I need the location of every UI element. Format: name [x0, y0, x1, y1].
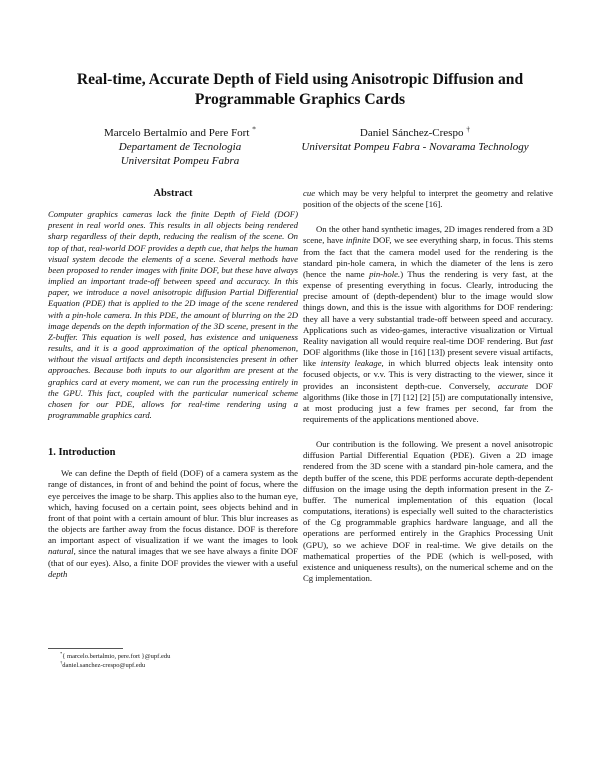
footnotes — [48, 648, 298, 670]
abstract-section — [48, 188, 298, 421]
intro-paragraph-3: Our contribution is the following. We present a novel anisotropic diffusion Partial Differential Equation (PDE). Given a 2D image rendered from the 3D scene with a standard pin-hole camera, and the depth buffer of the scene, this PDE performs accurate depth-dependent diffusion on the image using the depth information present in the Z-buffer. The numerical implementation of this equation (local computations, iterations) is especially well suited to the characteristics of the Cg programmable graphics hardware language, and all the operations are performed entirely in the Graphics Processing Unit (GPU), so we achieve DOF in real-time. We give details on the mathematical properties of the PDE (which is well-posed, with existence and uniqueness results), on the numerical scheme and on the Cg implementation. — [303, 439, 553, 583]
abstract-heading: Abstract — [153, 188, 193, 199]
affiliation-dept: Departament de Tecnologia — [118, 141, 242, 153]
footnote-mark-dagger: † — [466, 124, 471, 134]
section-heading-introduction: 1. Introduction — [48, 447, 116, 459]
intro-paragraph-1-continued: cue which may be very helpful to interpret the geometry and relative position of the objects of the scene [16]. — [303, 188, 553, 210]
right-column — [303, 188, 553, 584]
abstract-text: Computer graphics cameras lack the finite Depth of Field (DOF) present in real world ones. This results in all objects being rendered sharp regardless of their depth, reducing the realism of the scene. On top of that, real-world DOF provides a depth cue, that helps the human visual system decode the elements of a scene. Several methods have been proposed to render images with finite DOF, but these have always implied an important trade-off between speed and accuracy. In this paper, we introduce a novel anisotropic diffusion Partial Differential Equation (PDE) that is applied to the 2D image of the scene rendered with a pin-hole camera. In this PDE, the amount of blurring on the 2D image depends on the depth information of the 3D scene, present in the Z-buffer. This equation is well posed, has existence and uniqueness results, and it is a good approximation of the optical phenomenon, without the visual artifacts and depth inconsistencies present in other approaches. Because both inputs to our algorithm are present at the graphics card at every moment, we can run the processing entirely in the GPU. This fact, coupled with the particular numerical scheme chosen for our PDE, allows for real-time rendering using a programmable graphics card. — [48, 209, 298, 420]
title-line-2: Programmable Graphics Cards — [194, 91, 406, 108]
affiliation-univ: Universitat Pompeu Fabra — [120, 155, 240, 167]
footnote-1: *{ marcelo.bertalmio, pere.fort }@upf.edu — [60, 650, 171, 660]
footnote-mark-star: * — [252, 124, 256, 134]
author-names: Marcelo Bertalmío and Pere Fort — [104, 127, 250, 139]
authors-right — [270, 126, 560, 154]
footnote-2: †daniel.sanchez-crespo@upf.edu — [60, 659, 146, 669]
footnote-rule — [48, 648, 123, 649]
title-line-1: Real-time, Accurate Depth of Field using Anisotropic Diffusion and — [76, 71, 524, 88]
paper-title — [40, 70, 560, 110]
intro-paragraph-1: We can define the Depth of field (DOF) of a camera system as the range of distances, in front of and behind the point of focus, where the eye perceives the image to be sharp. This applies also to the human eye, which, having focused on a certain point, sees objects behind and in front of that point with a certain amount of blur. This blur increases as the objects are farther away from the focus distance. DOF is therefore an important aspect of visualization if we want the images to look natural, since the natural images that we see have always a finite DOF (that of our eyes). Also, a finite DOF provides the viewer with a useful depth — [48, 468, 299, 579]
left-column — [48, 188, 298, 580]
author-name: Daniel Sánchez-Crespo — [359, 127, 464, 139]
intro-paragraph-2: On the other hand synthetic images, 2D images rendered from a 3D scene, have infinite DOF, we see everything sharp, in focus. This stems from the fact that the camera model used for the rendering is the standard pin-hole camera, in which the diameter of the lens is zero (hence the name pin-hole.) Thus the rendering is very fast, at the expense of presenting everything in focus. Clearly, introducing the precise amount of (depth-dependent) blur to the image would slow things down, and this is the issue with algorithms for DOF rendering: they all have a very substantial trade-off between speed and accuracy. Applications such as video-games, interactive visualization or Virtual Reality navigation all would require real-time DOF rendering. But fast DOF algorithms (like those in [16] [13]) present severe visual artifacts, like intensity leakage, in which blurred objects leak intensity onto focused objects, or v.v. This is very distracting to the viewer, since it provides an inconsistent depth-cue. Conversely, accurate DOF algorithms (like those in [7] [12] [2] [5]) are computationally intensive, at most producing just a few frames per second, far from the requirements of the applications mentioned above. — [303, 224, 554, 424]
affiliation-right: Universitat Pompeu Fabra - Novarama Technology — [301, 141, 529, 153]
authors-left — [60, 126, 300, 168]
